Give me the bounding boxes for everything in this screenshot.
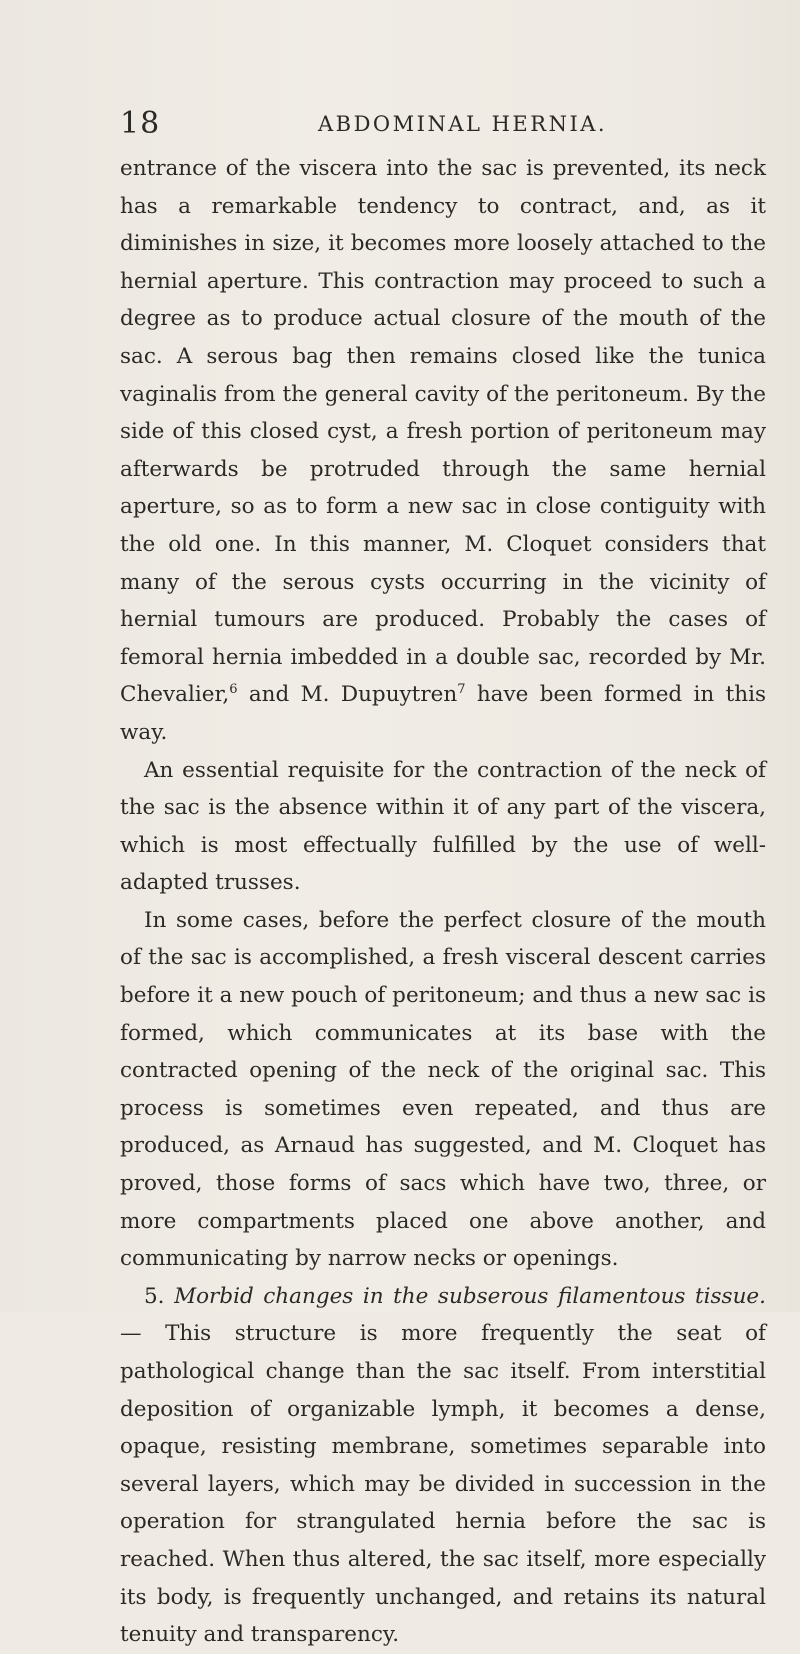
paragraph-text: An essential requisite for the contraction of the neck of the sac is the absence within it of any part of the viscera, which is most effectually fulfilled by the use of well-adapted trusses. bbox=[120, 757, 766, 896]
section-number: 5. bbox=[144, 1283, 165, 1309]
footnote-marker: 7 bbox=[457, 682, 466, 698]
paragraph-text: have been formed in this way. bbox=[120, 682, 767, 745]
paragraph-continuation bbox=[120, 150, 766, 752]
paragraph-text: This structure is more frequently the seat of pathological change than the sac itself. From interstitial deposition of organizable lymph, it becomes a dense, opaque, resisting membrane, sometimes separable into several layers, which may be divided in succession in the operation for strangulated hernia before the sac is reached. When thus altered, the sac itself, more especially its body, is frequently unchanged, and retains its natural tenuity and transparency. bbox=[120, 1321, 766, 1648]
paragraph-text: In some cases, before the perfect closure of the mouth of the sac is accomplished, a fresh visceral descent carries before it a new pouch of peritoneum; and thus a new sac is formed, which communicates at its base with the contracted opening of the neck of the original sac. This process is sometimes even repeated, and thus are produced, as Arnaud has suggested, and M. Cloquet has proved, those forms of sacs which have two, three, or more compartments placed one above another, and communicating by narrow necks or openings. bbox=[120, 907, 766, 1272]
page-number: 18 bbox=[120, 106, 161, 141]
paragraph bbox=[120, 752, 766, 902]
running-head: ABDOMINAL HERNIA. bbox=[318, 112, 608, 136]
paragraph-text: and M. Dupuytren bbox=[237, 682, 458, 708]
paragraph-text: entrance of the viscera into the sac is prevented, its neck has a remarkable tendency to contract, and, as it diminishes in size, it becomes more loosely attached to the hernial aperture. This contraction may proceed to such a degree as to produce actual closure of the mouth of the sac. A serous bag then remains closed like the tunica vaginalis from the general cavity of the peritoneum. By the side of this closed cyst, a fresh portion of peritoneum may afterwards be protruded through the same hernial aperture, so as to form a new sac in close contiguity with the old one. In this manner, M. Cloquet considers that many of the serous cysts occurring in the vicinity of hernial tumours are produced. Probably the cases of femoral hernia imbedded in a double sac, recorded by Mr. Chevalier, bbox=[120, 156, 766, 708]
footnote-marker: 6 bbox=[229, 682, 238, 698]
section-heading: Morbid changes in the subserous filamentous tissue.— bbox=[120, 1283, 766, 1347]
paragraph bbox=[120, 902, 766, 1278]
body-text bbox=[120, 150, 766, 1654]
page-header bbox=[0, 106, 800, 146]
section-paragraph bbox=[120, 1278, 766, 1654]
